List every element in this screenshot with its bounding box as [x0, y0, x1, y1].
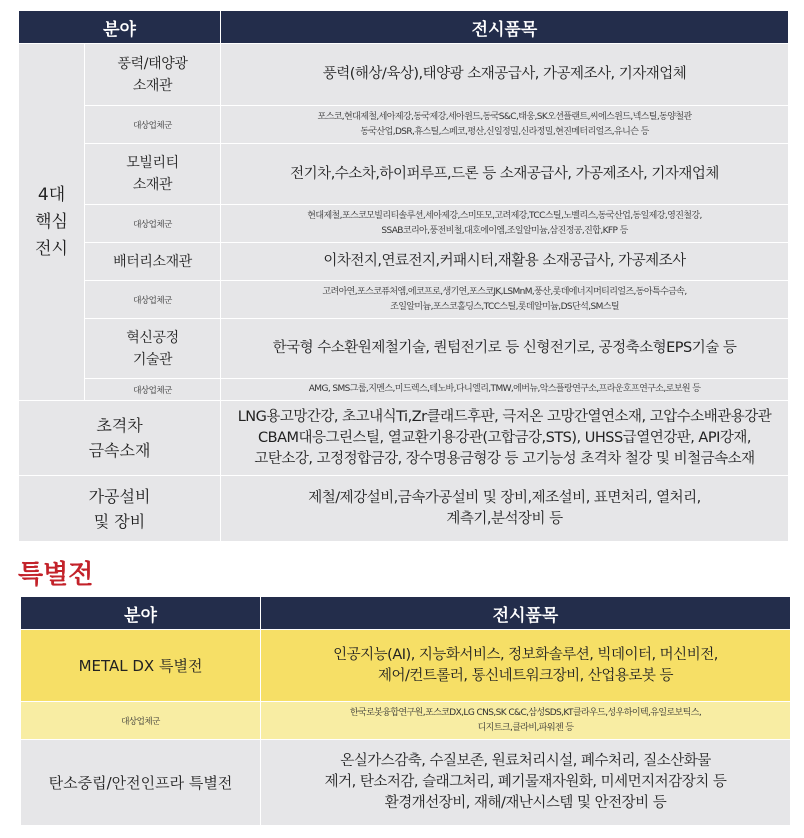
items-equipment — [221, 476, 789, 542]
companies-process: AMG, SMS그룹,지멘스,미드렉스,테노바,다니엘리,TMW,에버뉴,악스플랑연구소,프라운호프연구소,로보원 등 — [221, 379, 789, 401]
hall-name-process — [85, 319, 221, 379]
special-exhibit-table — [20, 596, 791, 826]
companies-label: 대상업체군 — [85, 281, 221, 319]
companies-line: 디지트크,클라비,파워젠 등 — [477, 722, 574, 733]
companies-metal-dx — [261, 702, 791, 740]
items-line: LNG용고망간강, 초고내식Ti,Zr클래드후판, 극저온 고망간열연소재, 고압수소배관용강관 — [237, 408, 772, 425]
hall-row-mobility — [19, 144, 789, 205]
hall-name-line: 모빌리티 — [126, 155, 179, 171]
companies-label: 대상업체군 — [85, 106, 221, 144]
hall-items-battery: 이차전지,연료전지,커패시터,재활용 소재공급사, 가공제조사 — [221, 243, 789, 281]
companies-label: 대상업체군 — [85, 205, 221, 243]
table-header-row — [21, 597, 791, 630]
items-line: 제철/제강설비,금속가공설비 및 장비,제조설비, 표면처리, 열처리, — [308, 489, 701, 506]
header-items: 전시품목 — [221, 11, 789, 44]
row-equipment — [19, 476, 789, 542]
header-field: 분야 — [21, 597, 261, 630]
hall-row-battery — [19, 243, 789, 281]
companies-line: 조일알미늄,포스코홀딩스,TCC스틸,롯데알미늄,DS단석,SM스틸 — [390, 301, 619, 312]
companies-row-battery — [19, 281, 789, 319]
companies-row-process — [19, 379, 789, 401]
hall-row-process — [19, 319, 789, 379]
group-label-4core — [19, 44, 85, 401]
items-ultra-metal — [221, 401, 789, 476]
companies-line: 포스코,현대제철,세아제강,동국제강,세아윈드,동국S&C,태웅,SK오션플랜트,씨에스윈드,넥스틸,동양철관 — [317, 111, 692, 122]
name-line: 금속소재 — [88, 441, 151, 460]
group-label-line: 전시 — [35, 238, 68, 259]
companies-mobility — [221, 205, 789, 243]
row-metal-dx — [21, 630, 791, 702]
table-header-row — [19, 11, 789, 44]
companies-line: 동국산업,DSR,휴스틸,스페코,평산,신일정밀,신라정밀,현진메터리얼즈,유니슨 등 — [360, 126, 649, 137]
header-field: 분야 — [19, 11, 221, 44]
companies-label: 대상업체군 — [85, 379, 221, 401]
name-line: 및 장비 — [93, 511, 146, 531]
items-line: 고탄소강, 고정정합금강, 장수명용금형강 등 고기능성 초격차 철강 및 비철금속소재 — [254, 450, 755, 467]
hall-row-wind — [19, 44, 789, 106]
items-line: 제거, 탄소저감, 슬래그처리, 폐기물재자원화, 미세먼지저감장치 등 — [324, 774, 727, 790]
companies-line: SSAB코리아,풍전비철,대호에이엠,조일알미늄,삼진정공,진합,KFP 등 — [381, 225, 628, 236]
hall-name-mobility — [85, 144, 221, 205]
companies-label: 대상업체군 — [21, 702, 261, 740]
row-ultra-metal — [19, 401, 789, 476]
companies-row-metal-dx — [21, 702, 791, 740]
hall-name-line: 소재관 — [132, 77, 173, 94]
companies-line: 한국로봇융합연구원,포스코DX,LG CNS,SK C&C,삼성SDS,KT클라우드,성우하이텍,유일로보틱스, — [349, 707, 702, 718]
name-equipment — [19, 476, 221, 542]
hall-items-mobility: 전기차,수소차,하이퍼루프,드론 등 소재공급사, 가공제조사, 기자재업체 — [221, 144, 789, 205]
name-ultra-metal — [19, 401, 221, 476]
companies-line: 현대제철,포스코모빌리티솔루션,세아제강,스미또모,고려제강,TCC스틸,노벨리스,동국산업,동일제강,영진철강, — [307, 210, 702, 221]
special-exhibit-title: 특별전 — [18, 560, 94, 590]
hall-name-line: 풍력/태양광 — [117, 55, 188, 72]
items-carbon — [261, 740, 791, 826]
main-exhibit-table — [18, 10, 789, 542]
group-label-line: 핵심 — [35, 211, 68, 232]
items-line: 온실가스감축, 수질보존, 원료처리시설, 폐수처리, 질소산화물 — [340, 753, 711, 769]
items-line: 계측기,분석장비 등 — [446, 510, 563, 527]
hall-name-wind — [85, 44, 221, 106]
group-label-line: 4대 — [37, 184, 66, 205]
hall-name-line: 기술관 — [132, 351, 173, 368]
hall-name-battery: 배터리소재관 — [85, 243, 221, 281]
header-items: 전시품목 — [261, 597, 791, 630]
items-line: 제어/컨트롤러, 통신네트워크장비, 산업용로봇 등 — [377, 667, 674, 684]
companies-line: 고려아연,포스코퓨처엠,에코프로,생기연,포스코JK,LSMnM,풍산,롯데에너지머티리얼즈,동아특수금속, — [322, 286, 687, 297]
name-carbon: 탄소중립/안전인프라 특별전 — [21, 740, 261, 826]
items-metal-dx — [261, 630, 791, 702]
hall-items-wind: 풍력(해상/육상),태양광 소재공급사, 가공제조사, 기자재업체 — [221, 44, 789, 106]
items-line: 환경개선장비, 재해/재난시스템 및 안전장비 등 — [384, 795, 667, 811]
companies-row-mobility — [19, 205, 789, 243]
name-line: 초격차 — [96, 416, 143, 435]
name-metal-dx: METAL DX 특별전 — [21, 630, 261, 702]
companies-row-wind — [19, 106, 789, 144]
companies-battery — [221, 281, 789, 319]
hall-name-line: 혁신공정 — [126, 329, 179, 346]
items-line: 인공지능(AI), 지능화서비스, 정보화솔루션, 빅데이터, 머신비전, — [333, 646, 718, 663]
items-line: CBAM대응그린스틸, 열교환기용강관(고합금강,STS), UHSS급열연강판, API강재, — [258, 429, 751, 446]
hall-name-line: 소재관 — [132, 177, 173, 193]
name-line: 가공설비 — [88, 486, 151, 506]
companies-wind — [221, 106, 789, 144]
row-carbon — [21, 740, 791, 826]
hall-items-process: 한국형 수소환원제철기술, 퀀텀전기로 등 신형전기로, 공정축소형EPS기술 등 — [221, 319, 789, 379]
